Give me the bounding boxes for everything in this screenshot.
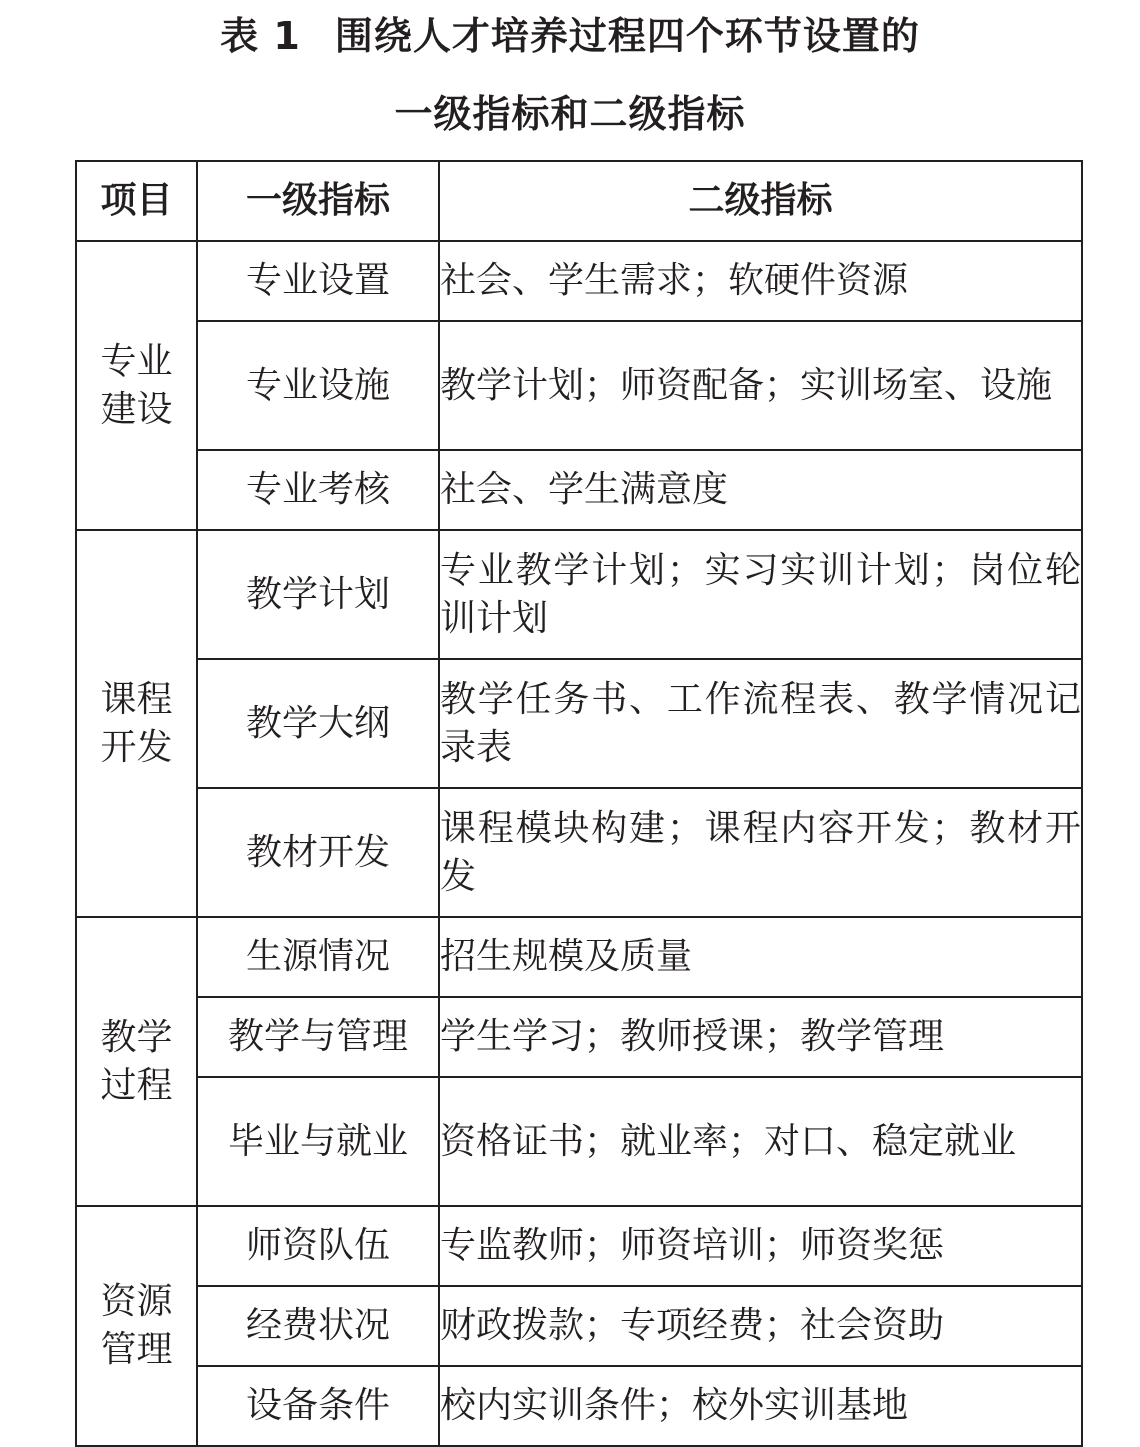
table-caption-line-2 <box>0 92 1140 136</box>
level2-cell: 财政拨款；专项经费；社会资助 <box>439 1286 1082 1366</box>
table-row <box>76 450 1082 530</box>
table-row <box>76 997 1082 1077</box>
table-row <box>76 1206 1082 1286</box>
group-label: 课程开发 <box>100 678 173 768</box>
table-caption-line-1 <box>0 14 1140 58</box>
level1-cell: 教学计划 <box>197 530 439 659</box>
group-cell <box>76 917 197 1206</box>
group-label: 资源管理 <box>100 1281 173 1370</box>
level1-cell: 生源情况 <box>197 917 439 997</box>
table-row <box>76 241 1082 321</box>
table-row <box>76 1077 1082 1206</box>
level1-cell: 教学与管理 <box>197 997 439 1077</box>
indicator-table <box>75 160 1083 1447</box>
level2-cell: 社会、学生需求；软硬件资源 <box>439 241 1082 321</box>
level1-cell: 设备条件 <box>197 1366 439 1446</box>
header-project: 项目 <box>76 161 197 241</box>
table-row <box>76 530 1082 659</box>
level2-cell: 教学计划；师资配备；实训场室、设施 <box>439 321 1082 450</box>
table-row <box>76 321 1082 450</box>
level1-cell: 师资队伍 <box>197 1206 439 1286</box>
group-cell <box>76 241 197 530</box>
level1-cell: 教材开发 <box>197 788 439 917</box>
level2-cell: 专业教学计划；实习实训计划；岗位轮训计划 <box>439 530 1082 659</box>
group-label: 教学过程 <box>100 1016 173 1106</box>
header-level2: 二级指标 <box>439 161 1082 241</box>
level2-cell: 资格证书；就业率；对口、稳定就业 <box>439 1077 1082 1206</box>
table-title-part-1: 围绕人才培养过程四个环节设置的 <box>334 14 920 58</box>
table-row <box>76 788 1082 917</box>
table-row <box>76 659 1082 788</box>
table-title-part-2: 一级指标和二级指标 <box>394 92 746 136</box>
level1-cell: 经费状况 <box>197 1286 439 1366</box>
level2-cell: 学生学习；教师授课；教学管理 <box>439 997 1082 1077</box>
level1-cell: 专业设施 <box>197 321 439 450</box>
group-label: 专业建设 <box>100 340 173 430</box>
level2-cell: 招生规模及质量 <box>439 917 1082 997</box>
table-row <box>76 1366 1082 1446</box>
header-level1: 一级指标 <box>197 161 439 241</box>
level2-cell: 社会、学生满意度 <box>439 450 1082 530</box>
level2-cell: 专监教师；师资培训；师资奖惩 <box>439 1206 1082 1286</box>
table-row <box>76 1286 1082 1366</box>
level1-cell: 教学大纲 <box>197 659 439 788</box>
header-row <box>76 161 1082 241</box>
level1-cell: 毕业与就业 <box>197 1077 439 1206</box>
level1-cell: 专业考核 <box>197 450 439 530</box>
level2-cell: 课程模块构建；课程内容开发；教材开发 <box>439 788 1082 917</box>
level1-cell: 专业设置 <box>197 241 439 321</box>
table-row <box>76 917 1082 997</box>
level2-cell: 教学任务书、工作流程表、教学情况记录表 <box>439 659 1082 788</box>
group-cell <box>76 530 197 917</box>
level2-cell: 校内实训条件；校外实训基地 <box>439 1366 1082 1446</box>
table-number: 表 1 <box>220 14 301 58</box>
group-cell <box>76 1206 197 1446</box>
